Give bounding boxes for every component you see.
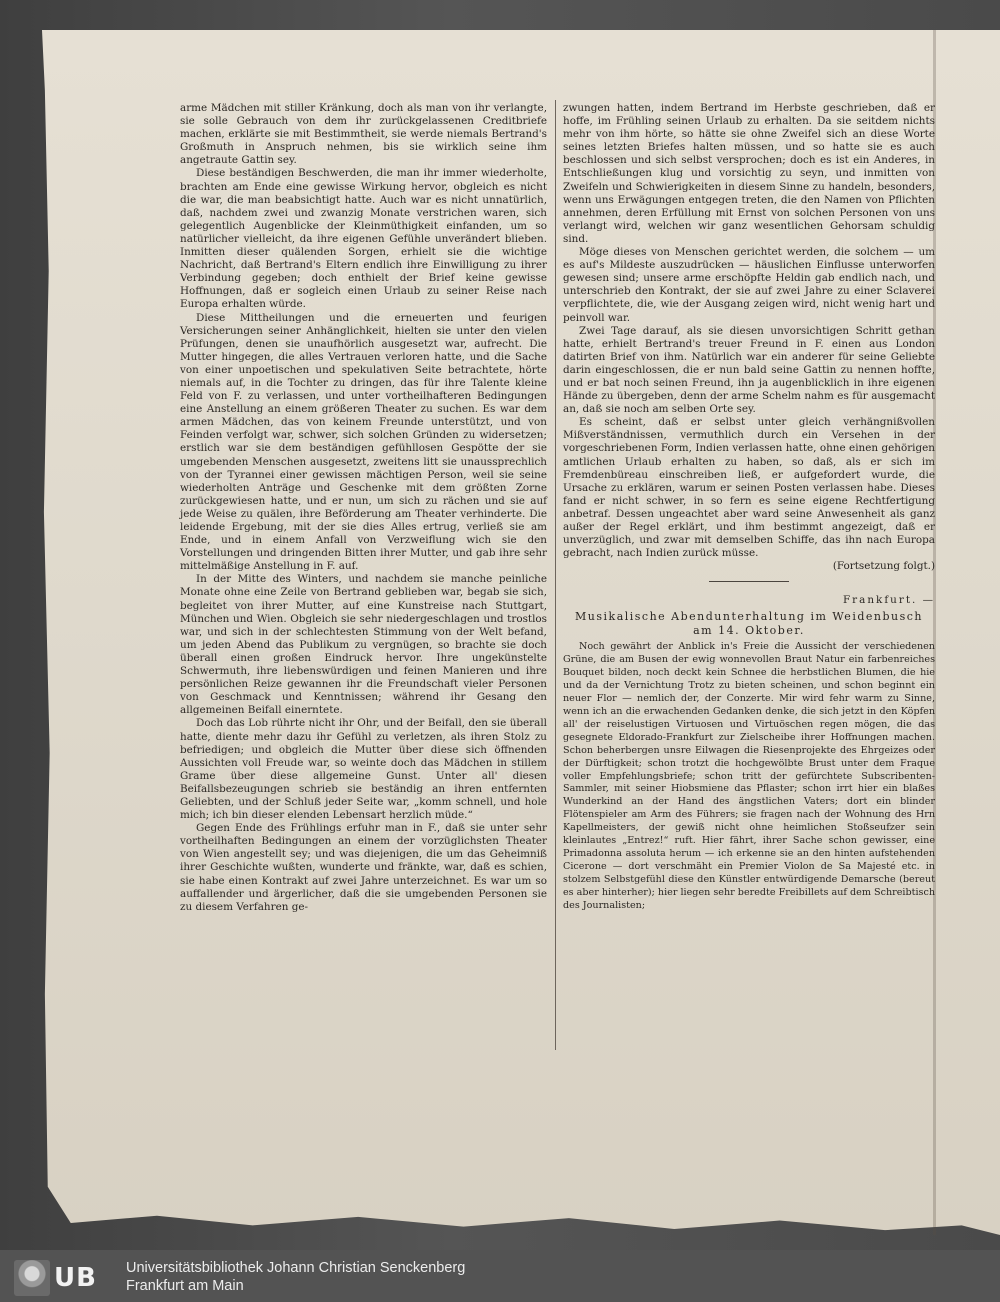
- institution-line-1: Universitätsbibliothek Johann Christian Senckenberg: [126, 1260, 466, 1276]
- article-heading: Musikalische Abendunterhaltung im Weidenbusch am 14. Oktober.: [575, 610, 923, 637]
- paragraph: Zwei Tage darauf, als sie diesen unvorsichtigen Schritt gethan hatte, erhielt Bertrand's treuer Freund in F. einen aus London datirten Brief von ihm. Natürlich war ein anderer für seine Geliebte darin eingeschlossen, die er nun bald seine Gattin zu nennen hoffte, und er bat noch seinen Freund, ihn ja augenblicklich in ihre eigenen Hände zu übergeben, denn der arme Schelm nahm es für ausgemacht an, daß sie noch am selben Orte sey.: [563, 324, 935, 416]
- paragraph: Diese beständigen Beschwerden, die man ihr immer wiederholte, brachten am Ende eine gewisse Wirkung hervor, obgleich es nicht die war, die man beabsichtigt hatte. Auch war es nicht unnatürlich, daß, nachdem zwei und zwanzig Monate verstrichen waren, sich gelegentlich Augenblicke der Kleinmüthigkeit einfanden, um so natürlicher vielleicht, da ihre eigenen Gefühle unverändert blieben. Inmitten dieser quälenden Sorgen, erhielt sie die wichtige Nachricht, daß Bertrand's Eltern endlich ihre Einwilligung zu ihrer Verbindung gegeben; doch enthielt der Brief keine gewisse Hoffnungen, daß er sogleich einen Urlaub zu seiner Reise nach Europa erhalten würde.: [180, 167, 547, 311]
- column-divider: [555, 100, 556, 1050]
- paragraph: Noch gewährt der Anblick in's Freie die Aussicht der verschiedenen Grüne, die am Busen der ewig wonnevollen Braut Natur ein farbenreiches Bouquet bilden, noch deckt kein Schnee die herbstlichen Blumen, die hie und da der Vernichtung Trotz zu bieten scheinen, und schon beginnt ein neuer Flor — nemlich der, der Conzerte. Mir wird fehr warm zu Sinne, wenn ich an die erwachenden Gedanken denke, die sich jetzt in den Köpfen all' der reiselustigen Virtuosen und Virtuöschen regen mögen, die das gesegnete Eldorado-Frankfurt zur Zielscheibe ihrer Hoffnungen machen. Schon beherbergen unsre Eilwagen die Riesenprojekte des Ehrgeizes oder der Dürftigkeit; schon trotzt die hochgewölbte Brust unter dem Fraque voller Empfehlungsbriefe; schon tritt der gefürchtete Subscribenten-Sammler, mit seiner Hiobsmiene das Pflaster; schon irrt hier ein blaßes Wunderkind an der Hand des ängstlichen Vaters; dort ein blinder Flötenspieler am Arm des Führers; sie fragen nach der Wohnung des Hrn Kapellmeisters, der gewiß nicht ohne heimlichen Stoßseufzer sein kleinlautes „Entrez!“ ruft. Hier fährt, ihrer Sache schon gewisser, eine Primadonna assoluta herum — ich erkenne sie an den hinten aufstehenden Cicerone — dort verschmäht ein Premier Violon de Sa Majesté etc. in stolzem Selbstgefühl diese den Künstler entwürdigende Demarsche (bereut es aber hinterher); hier liegen sehr beredte Freibillets auf dem Schreibtisch des Journalisten;: [563, 641, 935, 911]
- paragraph: Doch das Lob rührte nicht ihr Ohr, und der Beifall, den sie überall hatte, diente mehr dazu ihr Gefühl zu verletzen, als ihren Stolz zu befriedigen; und obgleich die Mutter über diese sich öffnenden Aussichten voll Freude war, so weinte doch das Mädchen in stillem Grame über diese allgemeine Gunst. Unter all' diesen Beifallsbezeugungen schrieb sie beständig an ihren entfernten Geliebten, und der Schluß jeder Seite war, „komm schnell, und hole mich; ich bin dieser elenden Lebensart herzlich müde.“: [180, 717, 547, 822]
- paragraph: Möge dieses von Menschen gerichtet werden, die solchem — um es auf's Mildeste auszudrücken — häuslichen Einflusse unterworfen gewesen sind; unsere arme erschöpfte Heldin gab endlich nach, und unterschrieb den Kontrakt, der sie auf zwei Jahre zu einer Sclaverei verpflichtete, die, wie der Ausgang zeigen wird, nicht wenig hart und peinvoll war.: [563, 246, 935, 324]
- paragraph: Es scheint, daß er selbst unter gleich verhängnißvollen Mißverständnissen, vermuthlich durch ein Versehen in der vorgeschriebenen Form, Indien verlassen hatte, ohne einen gehörigen amtlichen Urlaub erhalten zu haben, so daß, als er sich im Fremdenbüreau einschreiben ließ, er aufgefordert wurde, die Ursache zu erklären, warum er seinen Posten verlassen habe. Dieses fand er nicht schwer, in so fern es seine eigene Rechtfertigung anbetraf. Dessen ungeachtet aber ward seine Anwesenheit als ganz außer der Regel erklärt, und ihm bestimmt angezeigt, daß er unverzüglich, und zwar mit demselben Schiffe, das ihn nach Europa gebracht, nach Indien zurück müsse.: [563, 416, 935, 560]
- library-logo: [14, 1259, 110, 1297]
- section-separator: [709, 581, 789, 582]
- paragraph: In der Mitte des Winters, und nachdem sie manche peinliche Monate ohne eine Zeile von Bertrand geblieben war, begab sie sich, begleitet von ihrer Mutter, auf eine Kunstreise nach Stuttgart, München und Wien. Obgleich sie sehr niedergeschlagen und trostlos war, und sich in der schlechtesten Stimmung von der Welt befand, um jeden Abend das Publikum zu vergnügen, so brachte sie doch überall einen großen Eindruck hervor. Ihre ungekünstelte Schwermuth, ihre liebenswürdigen und feinen Manieren und ihre persönlichen Reize gewannen ihr die Freundschaft vieler Personen von Geschmack und Kenntnissen; während ihr Gesang den allgemeinen Beifall einerntete.: [180, 573, 547, 717]
- paragraph: Gegen Ende des Frühlings erfuhr man in F., daß sie unter sehr vortheilhaften Bedingungen an einem der vorzüglichsten Theater von Wien angestellt sey; und was diejenigen, die um das Geheimniß ihrer Geschichte wußten, wunderte und fränkte, war, daß es schien, sie habe einen Kontrakt auf zwei Jahre unterzeichnet. Es war um so auffallender und ärgerlicher, daß die sie umgebenden Personen sie zu diesem Verfahren ge-: [180, 822, 547, 913]
- paragraph: arme Mädchen mit stiller Kränkung, doch als man von ihr verlangte, sie solle Gebrauch von dem ihr zurückgelassenen Creditbriefe machen, erklärte sie mit Bestimmtheit, sie werde niemals Bertrand's Großmuth in Anspruch nehmen, bis sie wirklich seine ihm angetraute Gattin sey.: [180, 102, 547, 167]
- library-footer-bar: [0, 1250, 1000, 1302]
- continuation-note: (Fortsetzung folgt.): [832, 560, 935, 573]
- portrait-icon: [14, 1260, 50, 1296]
- paragraph: zwungen hatten, indem Bertrand im Herbste geschrieben, daß er hoffe, im Frühling seinen Urlaub zu erhalten. Da sie seitdem nichts mehr von ihm hörte, so hätte sie ohne Zweifel sich an diese Worte seines letzten Briefes halten müssen, und so hatte sie es auch beschlossen und sich selbst versprochen; doch es ist ein Anderes, in Entschließungen klug und vorsichtig zu seyn, und inmitten von Zweifeln und Schwierigkeiten in diesem Sinne zu handeln, besonders, wenn uns Erwägungen entgegen treten, die den Namen von Pflichten annehmen, deren Erfüllung mit Ernst von solchen Personen von uns verlangt wird, welchen wir ganz wesentlichen Gehorsam schuldig sind.: [563, 102, 935, 245]
- right-text-column: [563, 102, 935, 913]
- logo-label: UB: [54, 1263, 97, 1293]
- article-body: [563, 641, 935, 912]
- institution-line-2: Frankfurt am Main: [126, 1278, 244, 1294]
- left-text-column: [180, 102, 547, 914]
- paragraph: Diese Mittheilungen und die erneuerten und feurigen Versicherungen seiner Anhänglichkeit, hielten sie unter den vielen Prüfungen, denen sie unaufhörlich ausgesetzt war, aufrecht. Die Mutter hingegen, die alles Vertrauen verloren hatte, und die Sache von einer unpoetischen und spekulativen Seite betrachtete, hörte niemals auf, in die Tochter zu dringen, das für ihre Talente kleine Feld von F. zu verlassen, und unter vortheilhafteren Bedingungen eine Anstellung an einem größeren Theater zu suchen. Es war dem armen Mädchen, das von keinem Freunde unterstützt, und von Feinden verfolgt war, schwer, sich solchen Gründen zu widersetzen; erstlich war sie dem beständigen gefühllosen Gespötte der sie umgebenden Menschen ausgesetzt, zweitens litt sie unaussprechlich von der Tyrannei einer gewissen mächtigen Person, weil sie seine wiederholten Anträge und Geschenke mit dem größten Zorne zurückgewiesen hatte, und er nun, um sich zu rächen und sie auf jede Weise zu quälen, ihre Beförderung am Theater verhinderte. Die leidende Ergebung, mit der sie dies Alles ertrug, verließ sie am Ende, und in einem Anfall von Verzweiflung wich sie den Vorstellungen und dringenden Bitten ihrer Mutter, und gab ihre sehr mittelmäßige Anstellung in F. auf.: [180, 311, 547, 573]
- dateline: Frankfurt. —: [842, 594, 935, 607]
- institution-name: [126, 1259, 465, 1295]
